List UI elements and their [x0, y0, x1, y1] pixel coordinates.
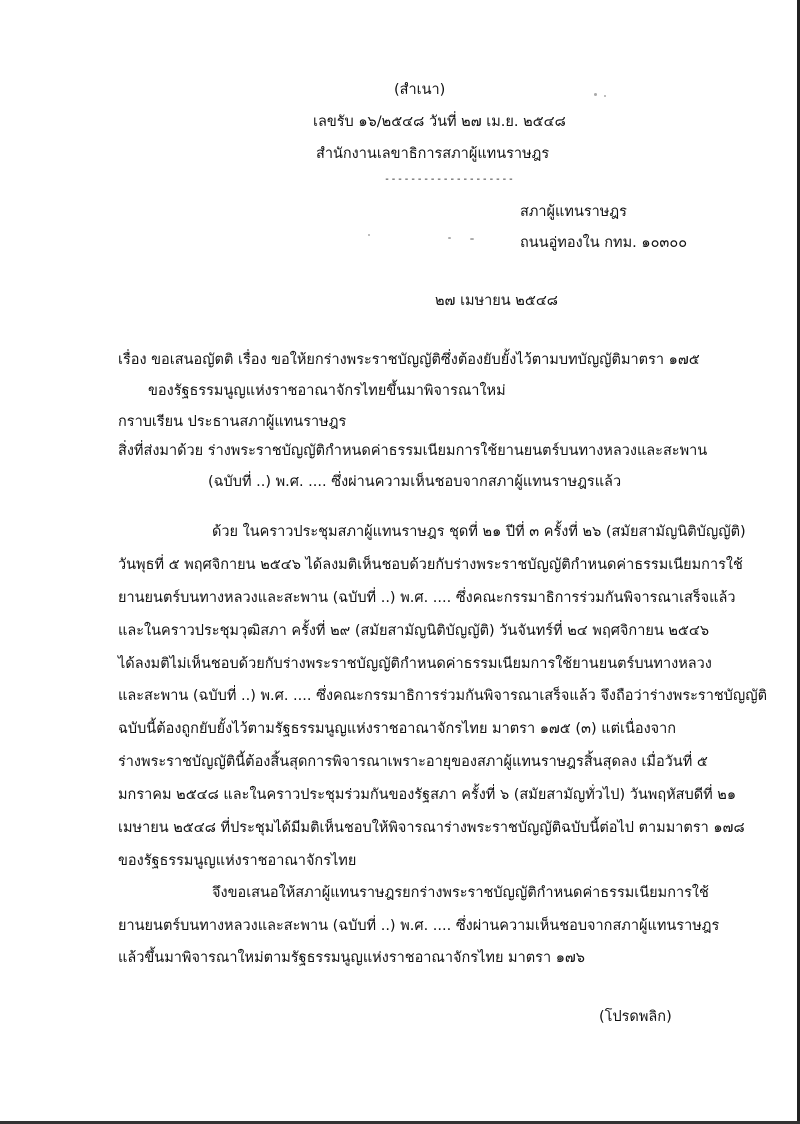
- scan-speck: [604, 95, 606, 97]
- office-line: สำนักงานเลขาธิการสภาผู้แทนราษฎร: [316, 146, 550, 162]
- body-line: เมษายน ๒๕๔๘ ที่ประชุมได้มีมติเห็นชอบให้พิจารณาร่างพระราชบัญญัติฉบับนี้ต่อไป ตามมาตรา ๑๗๘: [118, 820, 745, 836]
- receipt-line: เลขรับ ๑๖/๒๕๔๘ วันที่ ๒๗ เม.ย. ๒๕๔๘: [313, 114, 566, 130]
- scan-speck: [594, 93, 597, 96]
- subject-line-2: ของรัฐธรรมนูญแห่งราชอาณาจักรไทยขึ้นมาพิจารณาใหม่: [148, 383, 506, 399]
- body-line: ยานยนตร์บนทางหลวงและสะพาน (ฉบับที่ ..) พ.ศ. .... ซึ่งผ่านความเห็นชอบจากสภาผู้แทนราษฎร: [118, 918, 720, 934]
- copy-label: (สำเนา): [394, 82, 446, 98]
- sender-address: ถนนอู่ทองใน กทม. ๑๐๓๐๐: [520, 235, 688, 251]
- body-line: แล้วขึ้นมาพิจารณาใหม่ตามรัฐธรรมนูญแห่งราชอาณาจักรไทย มาตรา ๑๗๖: [118, 950, 586, 966]
- enclosure-line-1: สิ่งที่ส่งมาด้วย ร่างพระราชบัญญัติกำหนดค่าธรรมเนียมการใช้ยานยนตร์บนทางหลวงและสะพาน: [118, 443, 708, 459]
- scan-speck: [448, 237, 451, 239]
- body-line: วันพุธที่ ๕ พฤศจิกายน ๒๕๔๖ ได้ลงมติเห็นชอบด้วยกับร่างพระราชบัญญัติกำหนดค่าธรรมเนียมการใช้: [118, 557, 743, 573]
- letter-date: ๒๗ เมษายน ๒๕๔๘: [435, 293, 558, 309]
- turn-over-note: (โปรดพลิก): [599, 1009, 672, 1025]
- body-line: ด้วย ในคราวประชุมสภาผู้แทนราษฎร ชุดที่ ๒๑ ปีที่ ๓ ครั้งที่ ๒๖ (สมัยสามัญนิติบัญญัติ): [212, 524, 746, 540]
- body-line: และสะพาน (ฉบับที่ ..) พ.ศ. .... ซึ่งคณะกรรมาธิการร่วมกันพิจารณาเสร็จแล้ว จึงถือว่าร่างพระราชบัญญัติ: [118, 688, 768, 704]
- body-line: จึงขอเสนอให้สภาผู้แทนราษฎรยกร่างพระราชบัญญัติกำหนดค่าธรรมเนียมการใช้: [212, 885, 709, 901]
- sender-name: สภาผู้แทนราษฎร: [520, 204, 627, 220]
- salutation: กราบเรียน ประธานสภาผู้แทนราษฎร: [118, 414, 347, 430]
- scan-speck: [470, 238, 474, 240]
- body-line: ยานยนตร์บนทางหลวงและสะพาน (ฉบับที่ ..) พ.ศ. .... ซึ่งคณะกรรมาธิการร่วมกันพิจารณาเสร็จแล้ว: [118, 590, 736, 606]
- enclosure-line-2: (ฉบับที่ ..) พ.ศ. .... ซึ่งผ่านความเห็นชอบจากสภาผู้แทนราษฎรแล้ว: [208, 474, 622, 490]
- body-line: ร่างพระราชบัญญัตินี้ต้องสิ้นสุดการพิจารณาเพราะอายุของสภาผู้แทนราษฎรสิ้นสุดลง เมื่อวันที่ ๕: [118, 754, 708, 770]
- body-line: ได้ลงมติไม่เห็นชอบด้วยกับร่างพระราชบัญญัติกำหนดค่าธรรมเนียมการใช้ยานยนตร์บนทางหลวง: [118, 656, 712, 672]
- body-line: ของรัฐธรรมนูญแห่งราชอาณาจักรไทย: [118, 853, 357, 869]
- body-line: และในคราวประชุมวุฒิสภา ครั้งที่ ๒๙ (สมัยสามัญนิติบัญญัติ) วันจันทร์ที่ ๒๔ พฤศจิกายน ๒๕๔๖: [118, 623, 710, 639]
- scan-speck: [368, 234, 370, 236]
- header-divider: --------------------: [384, 174, 515, 185]
- body-line: มกราคม ๒๕๔๘ และในคราวประชุมร่วมกันของรัฐสภา ครั้งที่ ๖ (สมัยสามัญทั่วไป) วันพฤหัสบดีที่ ๒๑: [118, 787, 737, 803]
- subject-line-1: เรื่อง ขอเสนอญัตติ เรื่อง ขอให้ยกร่างพระราชบัญญัติซึ่งต้องยับยั้งไว้ตามบทบัญญัติมาตรา ๑๗๕: [118, 352, 700, 368]
- body-line: ฉบับนี้ต้องถูกยับยั้งไว้ตามรัฐธรรมนูญแห่งราชอาณาจักรไทย มาตรา ๑๗๕ (๓) แต่เนื่องจาก: [118, 721, 677, 737]
